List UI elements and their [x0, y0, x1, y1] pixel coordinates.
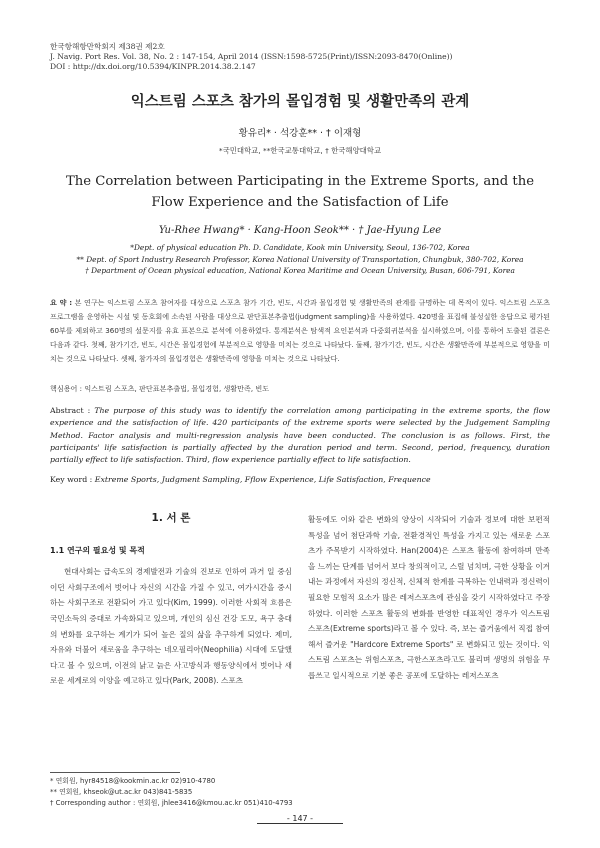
- affiliation-2: ** Dept. of Sport Industry Research Professor, Korea National University of Transportation, Chungbuk, 380-702, Korea: [76, 254, 524, 264]
- keywords-en-label: Key word :: [50, 475, 93, 484]
- affiliation-3: † Department of Ocean physical education, National Korea Maritime and Ocean University, Busan, 606-791, Korea: [85, 266, 515, 275]
- keywords-en-text: Extreme Sports, Judgment Sampling, Fflow Experience, Life Satisfaction, Frequence: [94, 475, 431, 484]
- authors-ko: 황유리* · 석강훈** · † 이재형: [238, 128, 362, 139]
- abstract-ko-text: 본 연구는 익스트림 스포츠 참여자를 대상으로 스포츠 참가 기간, 빈도, 시간과 몰입경험 및 생활만족의 관계를 규명하는 데 목적이 있다. 익스트림 스포츠 프로그램을 운영하는 시설 및 동호회에 소속된 사람을 대상으로 판단표본추출법(judgment sampling)을 사용하였다. 420명을 표집해 불성실한 응답으로 평가된 60부를 제외하고 360명의 설문지를 유효 표본으로 분석에 이용하였다. 통계분석은 탐색적 요인분석과 다중회귀분석을 실시하였으며, 이를 통하여 도출된 결론은 다음과 같다. 첫째, 참가기간, 빈도, 시간은 몰입경험에 부분적으로 영향을 미치는 것으로 나타났다. 둘째, 참가기간, 빈도, 시간은 생활만족에 부분적으로 영향을 미치는 것으로 나타났다. 셋째, 참가자의 몰입경험은 생활만족에 영향을 미치는 것으로 나타났다.: [50, 298, 551, 363]
- body-column-right: [308, 512, 550, 684]
- abstract-en-label: Abstract :: [50, 406, 91, 415]
- affiliations-en: [0, 242, 600, 277]
- subsection-heading: 1.1 연구의 필요성 및 목적: [50, 545, 145, 555]
- abstract-ko: [50, 296, 550, 366]
- body-paragraph-right: 활동에도 이와 같은 변화의 양상이 시작되어 기술과 정보에 대한 보편적 특성을 넘어 첨단과학 기술, 전환경적인 특성을 가지고 있는 새로운 스포츠가 주목받기 시작하였다. Han(2004)은 스포츠 활동에 참여하며 만족을 느끼는 단계를 넘어서 보다 창의적이고, 스릴 넘치며, 극한 상황을 이겨내는 과정에서 자신의 정신적, 신체적 한계를 극복하는 인내력과 정신력이 필요한 모험적 요소가 많은 레저스포츠에 관심을 갖기 시작하였다고 주장하였다. 이러한 스포츠 활동의 변화를 반영한 대표적인 경우가 익스트림 스포츠(Extreme sports)라고 볼 수 있다. 즉, 보는 즐거움에서 직접 참여해서 즐거운 "Hardcore Extreme Sports" 로 변화되고 있는 것이다. 익스트림 스포츠는 위험스포츠, 극한스포츠라고도 불리며 생명의 위험을 무릅쓰고 일시적으로 기분 좋은 공포에 도달하는 레저스포츠: [308, 515, 550, 680]
- doi: DOI : http://dx.doi.org/10.5394/KINPR.2014.38.2.147: [50, 62, 256, 71]
- title-en: The Correlation between Participating in the Extreme Sports, and the Flow Experience and the Satisfaction of Life: [65, 174, 534, 210]
- footnotes: [50, 776, 293, 809]
- authors-en: Yu-Rhee Hwang* · Kang-Hoon Seok** · † Jae-Hyung Lee: [158, 225, 442, 236]
- body-paragraph-left: 현대사회는 급속도의 경제발전과 기술의 진보로 인하여 과거 일 중심이던 사회구조에서 벗어나 자신의 시간을 가질 수 있고, 여가시간을 중시하는 사회구조로 전환되어 가고 있다(Kim, 1999). 이러한 사회적 흐름은 국민소득의 증대로 가속화되고 있으며, 개인의 심신 건강 도모, 욕구 충대의 변화를 요구하는 계기가 되어 높은 질의 삶을 추구하게 되었다. 제미, 자유와 더불어 새로움을 추구하는 네오필리아(Neophilia) 시대에 도달했다고 볼 수 있으며, 이전의 낡고 늙은 사고방식과 행동양식에서 벗어나 새로운 세계로의 이양을 예고하고 있다(Park, 2008). 스포츠: [50, 567, 292, 686]
- journal-citation: J. Navig. Port Res. Vol. 38, No. 2 : 147-154, April 2014 (ISSN:1598-5725(Print)/ISSN:2093-8470(Online)): [50, 52, 453, 61]
- keywords-ko-label: 핵심용어 :: [50, 384, 83, 393]
- footnote-2: ** 연회원, khseok@ut.ac.kr 043)841-5835: [50, 788, 193, 796]
- title-ko: 익스트림 스포츠 참가의 몰입경험 및 생활만족의 관계: [130, 94, 470, 110]
- abstract-en: [50, 405, 550, 466]
- page-number-wrap: [0, 814, 600, 823]
- footnote-1: * 연회원, hyr84518@kookmin.ac.kr 02)910-4780: [50, 777, 216, 785]
- keywords-ko: [50, 384, 550, 394]
- abstract-ko-label: 요 약 :: [50, 298, 73, 307]
- journal-header: [50, 42, 453, 72]
- footnote-divider: [50, 772, 180, 773]
- section-heading: 1. 서 론: [151, 512, 191, 524]
- abstract-en-text: The purpose of this study was to identify the correlation among participating in the extreme sports, the flow experience and the satisfaction of life. 420 participants of the extreme sports were selected by the Judgement Sampling Method. Factor analysis and multi-regression analysis have been conducted. The conclusion is as follows. First, the participants' life satisfaction is partially affected by the duration period and term. Second, period, frequency, duration partially effect to life satisfaction. Third, flow experience partially effect to life satisfaction.: [50, 406, 550, 465]
- keywords-ko-text: 익스트림 스포츠, 판단표본추출법, 몰입경험, 생활만족, 빈도: [84, 384, 270, 393]
- body-column-left: [50, 503, 292, 689]
- affiliation-1: *Dept. of physical education Ph. D. Candidate, Kook min University, Seoul, 136-702, Korea: [130, 243, 470, 252]
- journal-name-ko: 한국항해항만학회지 제38권 제2호: [50, 42, 165, 51]
- footnote-3: † Corresponding author : 연회원, jhlee3416@kmou.ac.kr 051)410-4793: [50, 799, 293, 807]
- affiliations-ko: *국민대학교, **한국교통대학교, † 한국해양대학교: [218, 146, 382, 155]
- page-number: - 147 -: [257, 814, 343, 824]
- keywords-en: [50, 475, 550, 484]
